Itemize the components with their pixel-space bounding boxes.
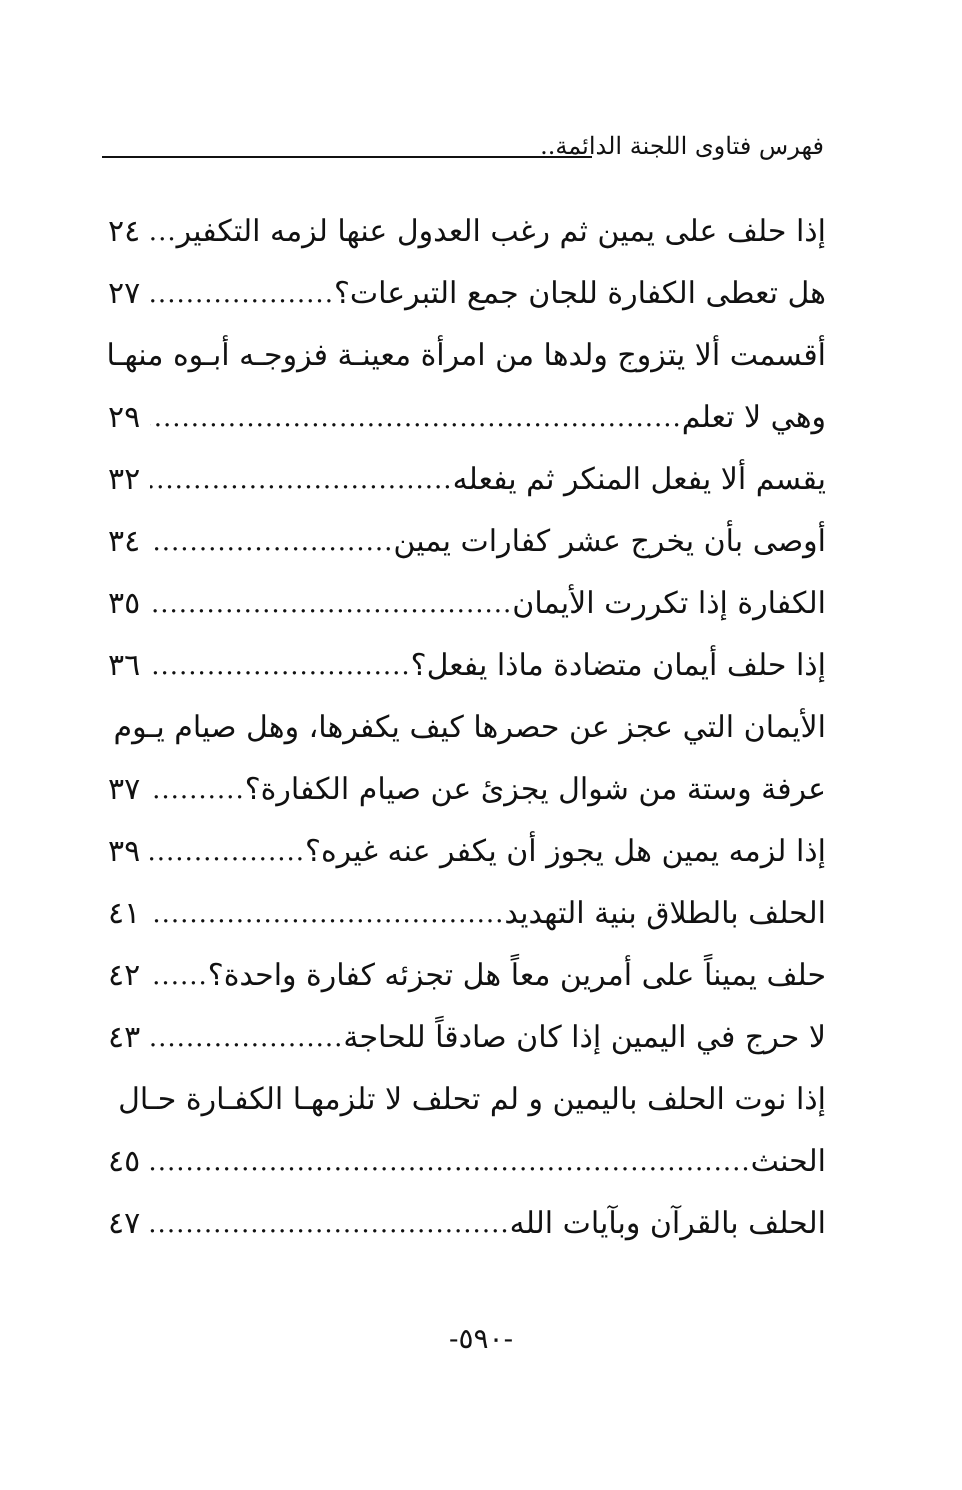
toc-entry-title: هل تعطى الكفارة للجان جمع التبرعات؟ <box>333 276 826 311</box>
toc-entry-page-number: ٤٢ <box>108 958 141 993</box>
toc-entry-title: إذا حلف أيمان متضادة ماذا يفعل؟ <box>410 648 826 683</box>
toc-entry-page-number: ٣٥ <box>108 586 141 621</box>
toc-entry-line <box>108 1126 826 1188</box>
toc-entry-title: الأيمان التي عجز عن حصرها كيف يكفرها، وهل صيام يـوم <box>113 710 826 745</box>
dot-leader <box>150 894 504 940</box>
toc-entry-page-number: ٣٩ <box>108 834 141 869</box>
toc-entry-line <box>108 506 826 568</box>
dot-leader <box>150 398 682 444</box>
toc-entry-title: وهي لا تعلم <box>681 400 826 435</box>
toc-entry-line <box>108 320 826 382</box>
toc-entry-title: إذا نوت الحلف باليمين و لم تحلف لا تلزمهـا الكفـارة حـال <box>118 1082 826 1117</box>
toc-entry-title: الحنث <box>750 1144 826 1179</box>
toc-entry-line <box>108 630 826 692</box>
dot-leader <box>150 1142 751 1188</box>
toc-entry-line <box>108 816 826 878</box>
dot-leader <box>150 522 393 568</box>
toc-entry-page-number: ٣٦ <box>108 648 141 683</box>
toc-entry-title: الحلف بالقرآن وبآيات الله <box>509 1206 826 1241</box>
toc-entry-line <box>108 754 826 816</box>
dot-leader <box>150 956 208 1002</box>
toc-entry-line <box>108 692 826 754</box>
toc-entry-page-number: ٢٧ <box>108 276 141 311</box>
toc-entry-title: الحلف بالطلاق بنية التهديد <box>504 896 826 931</box>
page-number: -٥٩٠- <box>448 1322 514 1355</box>
toc-entry-title: يقسم ألا يفعل المنكر ثم يفعله <box>452 462 826 497</box>
toc-entry-line <box>108 1064 826 1126</box>
toc-entry-line <box>108 568 826 630</box>
table-of-contents <box>108 196 826 1250</box>
toc-entry-line <box>108 1002 826 1064</box>
toc-entry-line <box>108 940 826 1002</box>
dot-leader <box>150 1204 510 1250</box>
toc-entry-line <box>108 444 826 506</box>
running-header: فهرس فتاوى اللجنة الدائمة.. <box>540 132 824 160</box>
toc-entry-line <box>108 196 826 258</box>
dot-leader <box>150 1018 343 1064</box>
toc-entry-line <box>108 382 826 444</box>
toc-entry-title: لا حرج في اليمين إذا كان صادقاً للحاجة <box>343 1020 826 1055</box>
toc-entry-title: أقسمت ألا يتزوج ولدها من امرأة معينـة فزوجـه أبـوه منهـا <box>106 338 826 373</box>
toc-entry-title: حلف يميناً على أمرين معاً هل تجزئه كفارة واحدة؟ <box>207 958 826 993</box>
toc-entry-title: إذا لزمه يمين هل يجوز أن يكفر عنه غيره؟ <box>305 834 826 869</box>
toc-entry-page-number: ٢٤ <box>108 214 141 249</box>
toc-entry-page-number: ٤٥ <box>108 1144 141 1179</box>
toc-entry-page-number: ٣٤ <box>108 524 141 559</box>
toc-entry-page-number: ٤٧ <box>108 1206 141 1241</box>
dot-leader <box>150 832 305 878</box>
dot-leader <box>150 770 245 816</box>
toc-entry-title: الكفارة إذا تكررت الأيمان <box>512 586 826 621</box>
dot-leader <box>150 584 512 630</box>
toc-entry-line <box>108 1188 826 1250</box>
toc-entry-page-number: ٤٣ <box>108 1020 141 1055</box>
toc-entry-title: إذا حلف على يمين ثم رغب العدول عنها لزمه التكفير <box>176 214 826 249</box>
toc-entry-page-number: ٣٧ <box>108 772 141 807</box>
toc-entry-title: عرفة وستة من شوال يجزئ عن صيام الكفارة؟ <box>244 772 826 807</box>
toc-entry-page-number: ٣٢ <box>108 462 141 497</box>
dot-leader <box>150 212 177 258</box>
toc-entry-page-number: ٤١ <box>108 896 141 931</box>
toc-entry-line <box>108 878 826 940</box>
dot-leader <box>150 274 334 320</box>
toc-entry-title: أوصى بأن يخرج عشر كفارات يمين <box>393 524 826 559</box>
dot-leader <box>150 646 411 692</box>
toc-entry-line <box>108 258 826 320</box>
toc-entry-page-number: ٢٩ <box>108 400 141 435</box>
header-rule <box>102 156 592 158</box>
dot-leader <box>150 460 453 506</box>
